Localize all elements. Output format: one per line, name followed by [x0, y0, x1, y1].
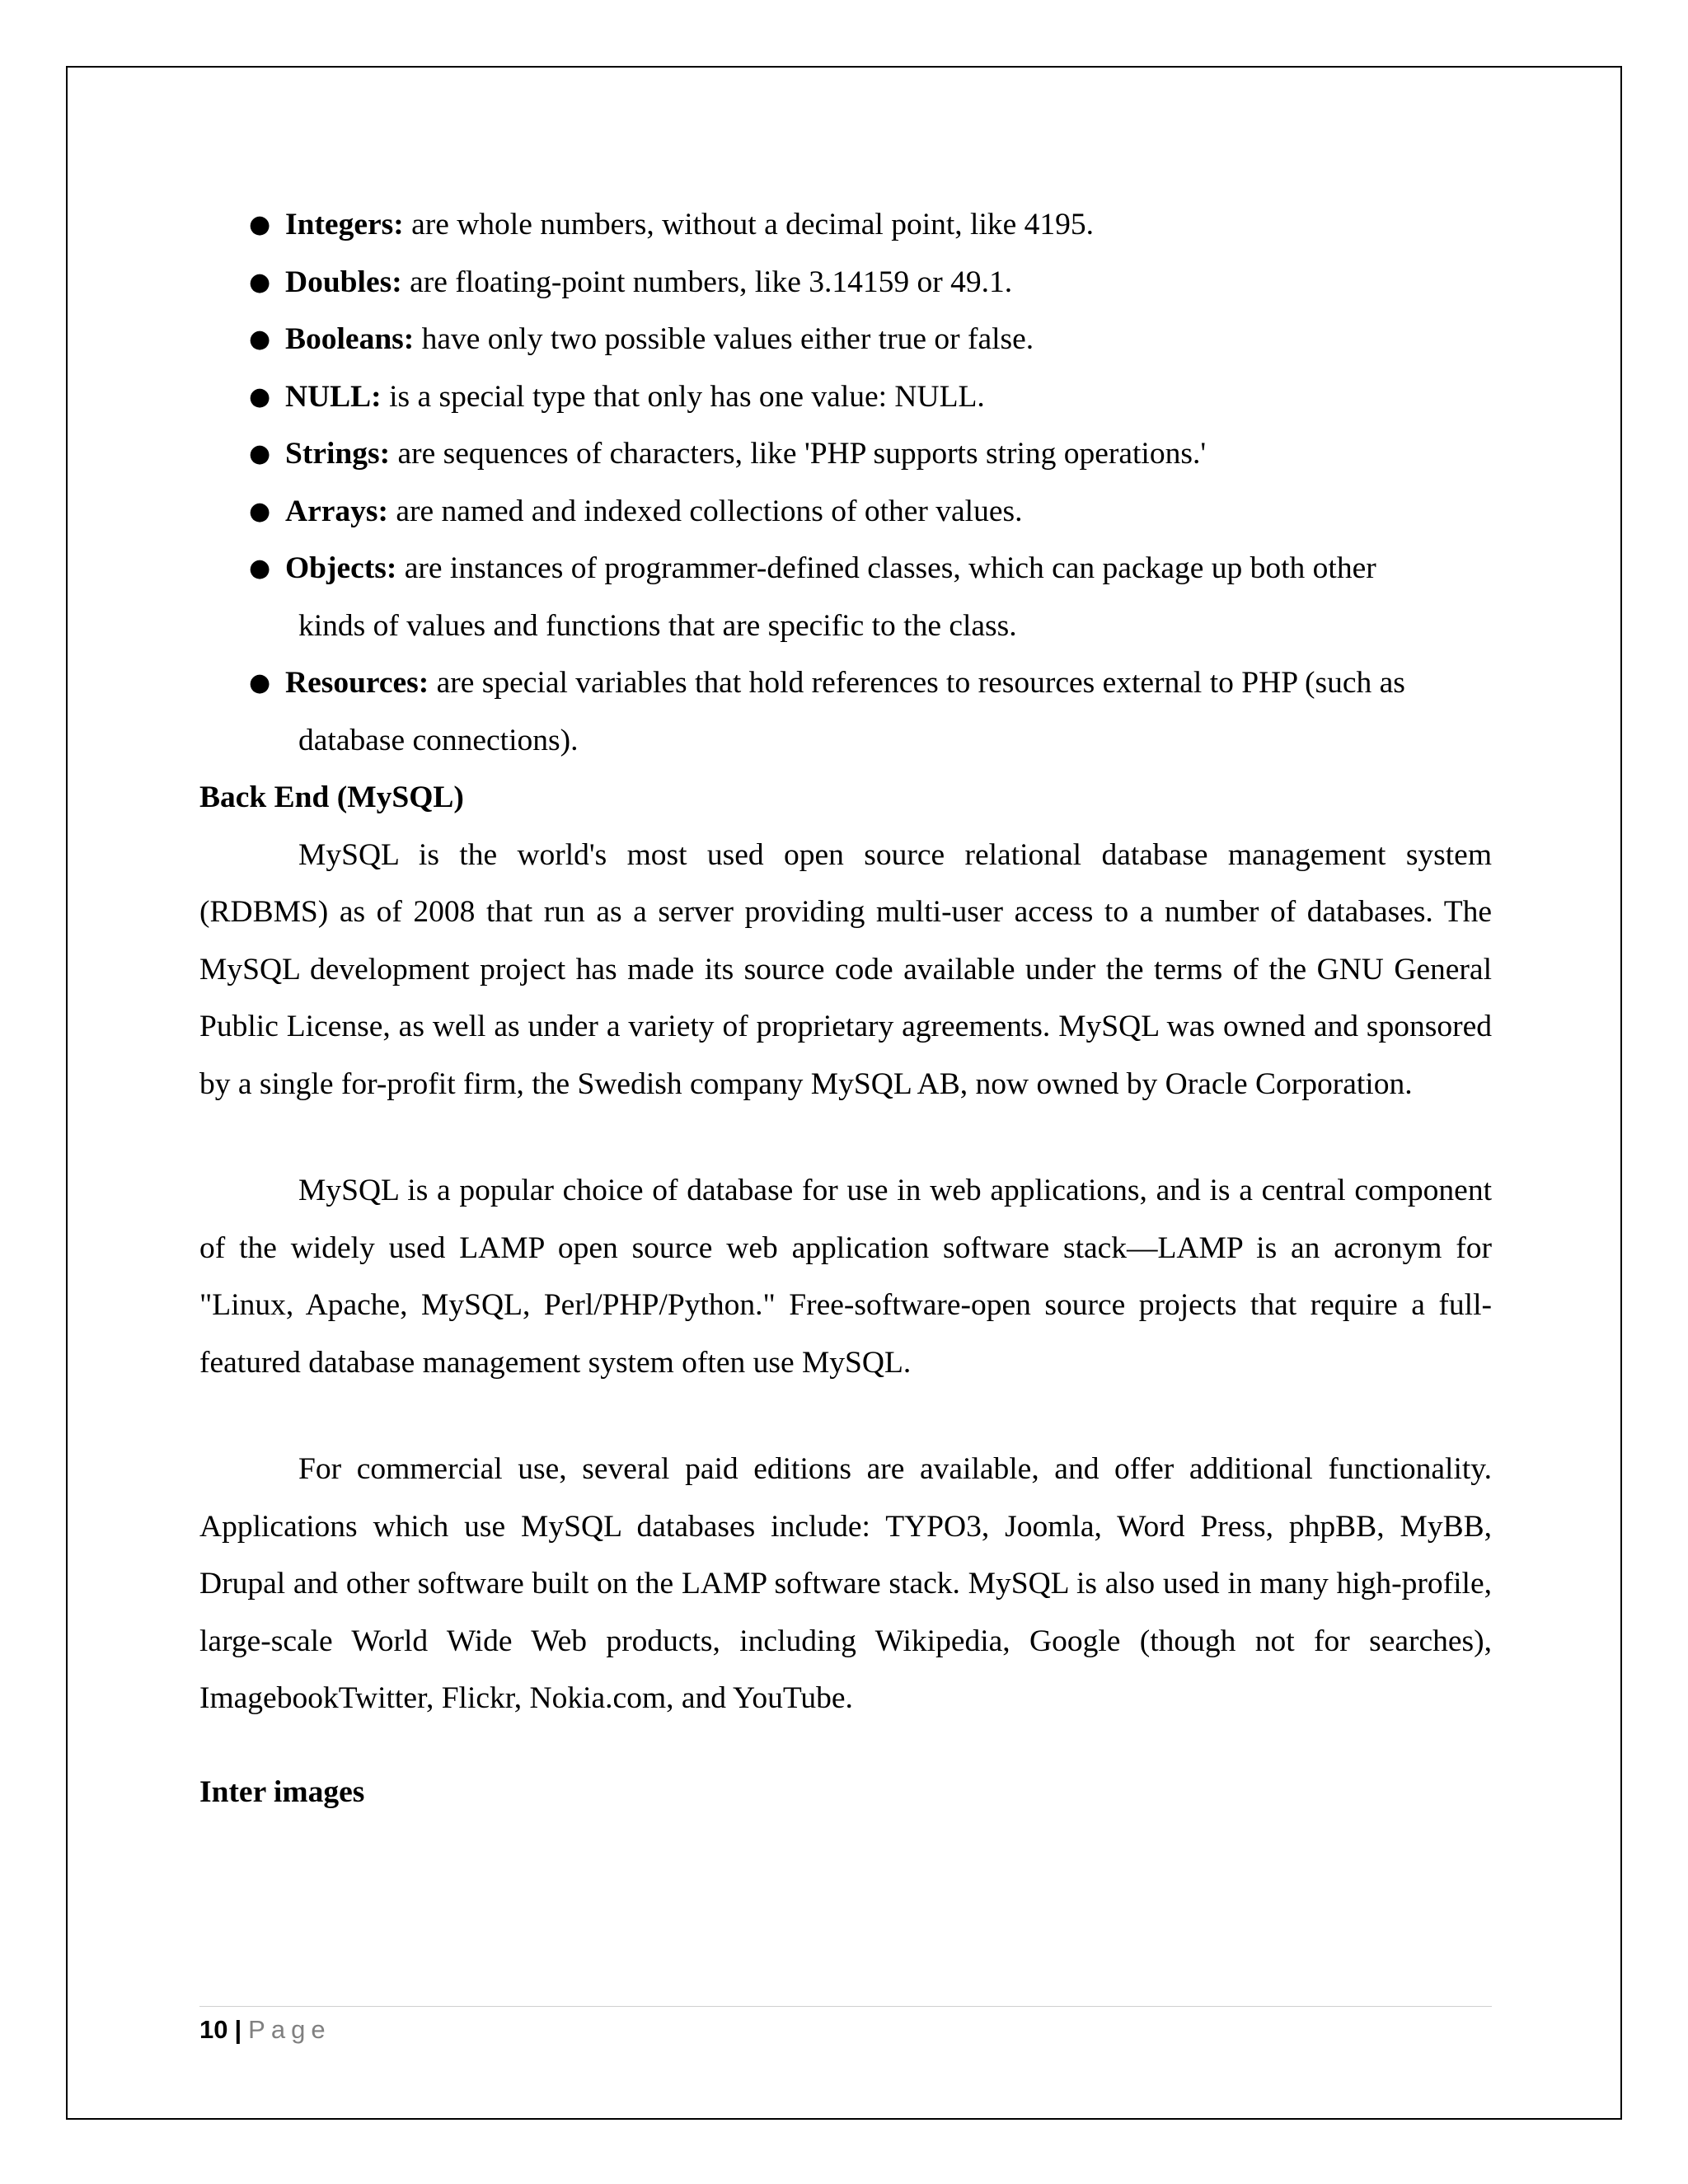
list-item-strings: [199, 425, 1492, 483]
page-footer: [199, 2006, 1492, 2045]
paragraph-gap: [199, 1391, 1492, 1441]
definition: have only two possible values either true or false.: [414, 322, 1034, 356]
list-item-resources: [199, 654, 1492, 769]
list-item-integers: [199, 196, 1492, 254]
page-label: Page: [248, 2015, 331, 2044]
term: Integers:: [285, 208, 404, 241]
term: Objects:: [285, 551, 397, 585]
paragraph-mysql-commercial: For commercial use, several paid editions are available, and offer additional functionality. Applications which use MySQL databases include: TYPO3, Joomla, Word Press, phpBB, MyBB, Drupal and other software built on the LAMP software stack. MySQL is also used in many high-profile, large-scale World Wide Web products, including Wikipedia, Google (though not for searches), ImagebookTwitter, Flickr, Nokia.com, and YouTube.: [199, 1452, 1492, 1715]
paragraph-mysql-intro: MySQL is the world's most used open source relational database management system (RDBMS) as of 2008 that run as a server providing multi-user access to a number of databases. The MySQL development project has made its source code available under the terms of the GNU General Public License, as well as under a variety of proprietary agreements. MySQL was owned and sponsored by a single for-profit firm, the Swedish company MySQL AB, now owned by Oracle Corporation.: [199, 837, 1492, 1101]
bullet-icon: ●: [249, 210, 271, 239]
list-item-booleans: [199, 311, 1492, 368]
term: NULL:: [285, 379, 382, 414]
bullet-icon: ●: [249, 668, 271, 697]
definition: are named and indexed collections of other values.: [387, 494, 1023, 528]
bullet-icon: ●: [249, 382, 271, 411]
list-item-doubles: [199, 254, 1492, 312]
term: Resources:: [285, 666, 429, 700]
bullet-icon: ●: [249, 439, 271, 468]
bullet-icon: ●: [249, 267, 271, 297]
page-number: 10: [199, 2015, 228, 2044]
page-content: [199, 196, 1492, 1821]
definition: are whole numbers, without a decimal point, like 4195.: [403, 208, 1095, 241]
term: Strings:: [285, 437, 391, 471]
paragraph-mysql-lamp: MySQL is a popular choice of database for use in web applications, and is a central component of the widely used LAMP open source web application software stack—LAMP is an acronym for "Linux, Apache, MySQL, Perl/PHP/Python." Free-software-open source projects that require a full-featured database management system often use MySQL.: [199, 1174, 1492, 1380]
paragraph-gap: [199, 1727, 1492, 1764]
list-item-objects: [199, 540, 1492, 654]
term: Booleans:: [285, 322, 415, 356]
definition: are floating-point numbers, like 3.14159 or 49.1.: [401, 265, 1013, 299]
footer-separator: |: [234, 2015, 242, 2044]
definition: is a special type that only has one value: NULL.: [381, 379, 985, 414]
definition: are special variables that hold references to resources external to PHP (such as: [429, 666, 1405, 700]
section-heading-backend: Back End (MySQL): [199, 780, 464, 814]
list-item-arrays: [199, 483, 1492, 541]
bullet-icon: ●: [249, 554, 271, 583]
definition: are instances of programmer-defined classes, which can package up both other: [396, 551, 1376, 585]
definition: are sequences of characters, like 'PHP supports string operations.': [390, 437, 1207, 471]
definition-continued: kinds of values and functions that are specific to the class.: [298, 608, 1017, 643]
paragraph-gap: [199, 1113, 1492, 1162]
bullet-icon: ●: [249, 496, 271, 526]
term: Arrays:: [285, 494, 388, 528]
list-item-null: [199, 368, 1492, 426]
bullet-icon: ●: [249, 325, 271, 354]
definition-continued: database connections).: [298, 723, 579, 757]
data-types-list: [199, 196, 1492, 769]
term: Doubles:: [285, 265, 402, 299]
section-heading-inter-images: Inter images: [199, 1774, 365, 1809]
